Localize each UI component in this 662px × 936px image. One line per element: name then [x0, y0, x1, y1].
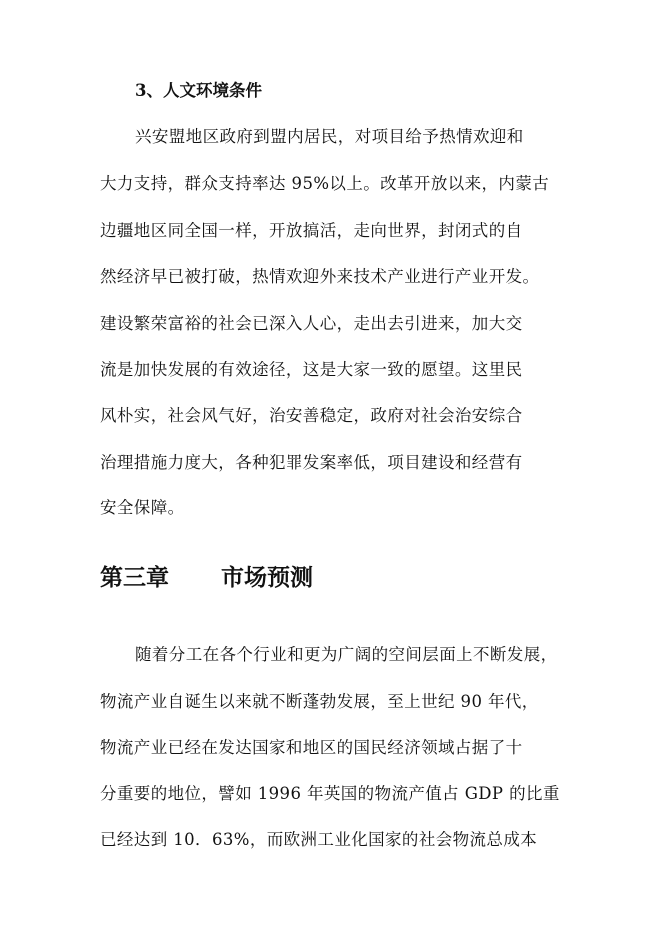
paragraph-line: 物流产业已经在发达国家和地区的国民经济领域占据了十 [100, 738, 523, 757]
section-heading: 3、人文环境条件 [135, 81, 262, 100]
paragraph-line: 流是加快发展的有效途径，这是大家一致的愿望。这里民 [100, 360, 523, 379]
paragraph-line: 然经济早已被打破，热情欢迎外来技术产业进行产业开发。 [100, 267, 540, 286]
paragraph-line: 风朴实，社会风气好，治安善稳定，政府对社会治安综合 [100, 406, 523, 425]
paragraph-line: 已经达到 10．63%，而欧洲工业化国家的社会物流总成本 [100, 830, 538, 849]
chapter-number: 第三章 [100, 564, 169, 591]
paragraph-line: 安全保障。 [100, 498, 185, 517]
paragraph-line: 治理措施力度大，各种犯罪发案率低，项目建设和经营有 [100, 453, 523, 472]
paragraph-line: 随着分工在各个行业和更为广阔的空间层面上不断发展， [135, 645, 558, 664]
paragraph-line: 物流产业自诞生以来就不断蓬勃发展，至上世纪 90 年代， [100, 692, 539, 711]
paragraph-line: 边疆地区同全国一样，开放搞活，走向世界，封闭式的自 [100, 221, 523, 240]
paragraph-line: 建设繁荣富裕的社会已深入人心，走出去引进来，加大交 [100, 314, 523, 333]
chapter-heading [100, 563, 313, 593]
chapter-title: 市场预测 [221, 564, 313, 591]
paragraph-line: 兴安盟地区政府到盟内居民，对项目给予热情欢迎和 [135, 127, 524, 146]
paragraph-line: 大力支持，群众支持率达 95%以上。改革开放以来，内蒙古 [100, 174, 550, 193]
paragraph-line: 分重要的地位，譬如 1996 年英国的物流产值占 GDP 的比重 [100, 784, 560, 803]
